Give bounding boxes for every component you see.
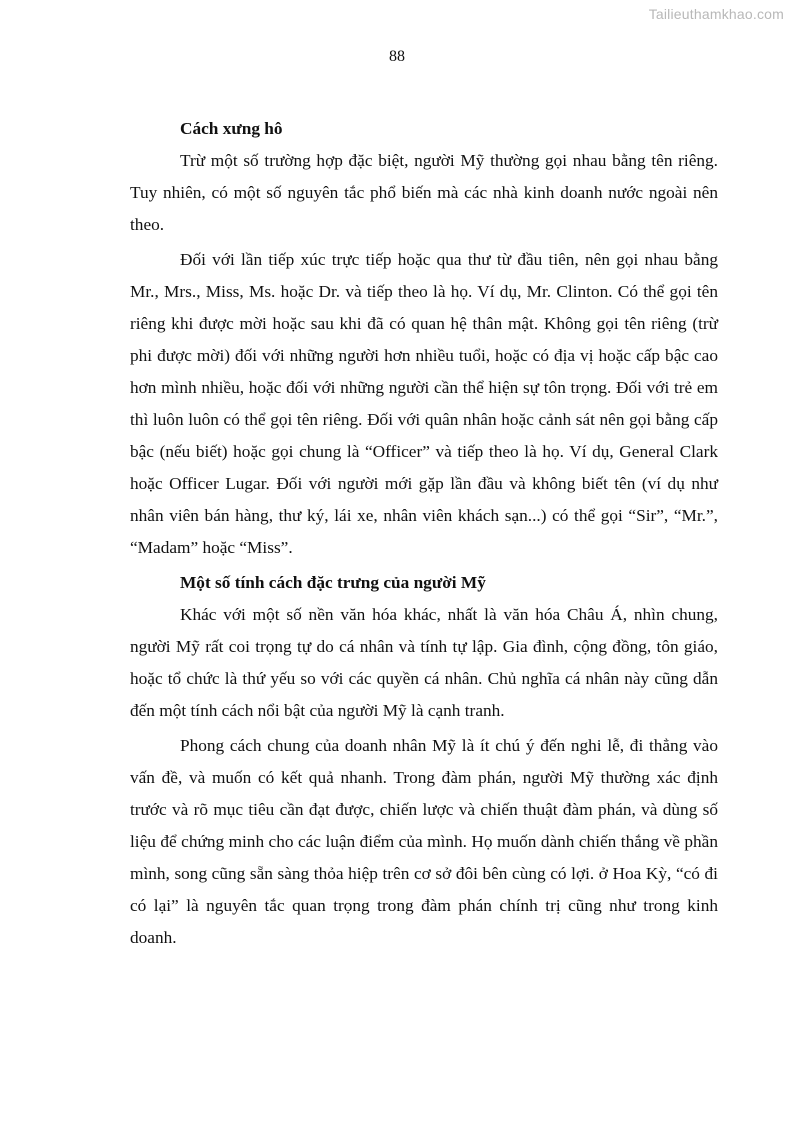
paragraph: Khác với một số nền văn hóa khác, nhất là văn hóa Châu Á, nhìn chung, người Mỹ rất coi trọng tự do cá nhân và tính tự lập. Gia đình, cộng đồng, tôn giáo, hoặc tổ chức là thứ yếu so với các quyền cá nhân. Chủ nghĩa cá nhân này cũng dẫn đến một tính cách nổi bật của người Mỹ là cạnh tranh.	[130, 605, 718, 720]
section-heading: Một số tính cách đặc trưng của người Mỹ	[180, 573, 486, 592]
paragraph: Phong cách chung của doanh nhân Mỹ là ít chú ý đến nghi lễ, đi thẳng vào vấn đề, và muốn có kết quả nhanh. Trong đàm phán, người Mỹ thường xác định trước và rõ mục tiêu cần đạt được, chiến lược và chiến thuật đàm phán, và dùng số liệu để chứng minh cho các luận điểm của mình. Họ muốn dành chiến thắng về phần mình, song cũng sẵn sàng thỏa hiệp trên cơ sở đôi bên cùng có lợi. ở Hoa Kỳ, “có đi có lại” là nguyên tắc quan trọng trong đàm phán chính trị cũng như trong kinh doanh.	[130, 736, 718, 947]
paragraph: Đối với lần tiếp xúc trực tiếp hoặc qua thư từ đầu tiên, nên gọi nhau bằng Mr., Mrs., Miss, Ms. hoặc Dr. và tiếp theo là họ. Ví dụ, Mr. Clinton. Có thể gọi tên riêng khi được mời hoặc sau khi đã có quan hệ thân mật. Không gọi tên riêng (trừ phi được mời) đối với những người hơn nhiều tuổi, hoặc có địa vị hoặc cấp bậc cao hơn mình nhiều, hoặc đối với những người cần thể hiện sự tôn trọng. Đối với trẻ em thì luôn luôn có thể gọi tên riêng. Đối với quân nhân hoặc cảnh sát nên gọi bằng cấp bậc (nếu biết) hoặc gọi chung là “Officer” và tiếp theo là họ. Ví dụ, General Clark hoặc Officer Lugar. Đối với người mới gặp lần đầu và không biết tên (ví dụ như nhân viên bán hàng, thư ký, lái xe, nhân viên khách sạn...) có thể gọi “Sir”, “Mr.”, “Madam” hoặc “Miss”.	[130, 250, 718, 557]
page-number: 88	[389, 48, 405, 65]
section-heading: Cách xưng hô	[180, 119, 283, 138]
watermark: Tailieuthamkhao.com	[648, 6, 784, 22]
paragraph: Trừ một số trường hợp đặc biệt, người Mỹ thường gọi nhau bằng tên riêng. Tuy nhiên, có một số nguyên tắc phổ biến mà các nhà kinh doanh nước ngoài nên theo.	[130, 151, 718, 234]
document-body	[130, 113, 718, 954]
